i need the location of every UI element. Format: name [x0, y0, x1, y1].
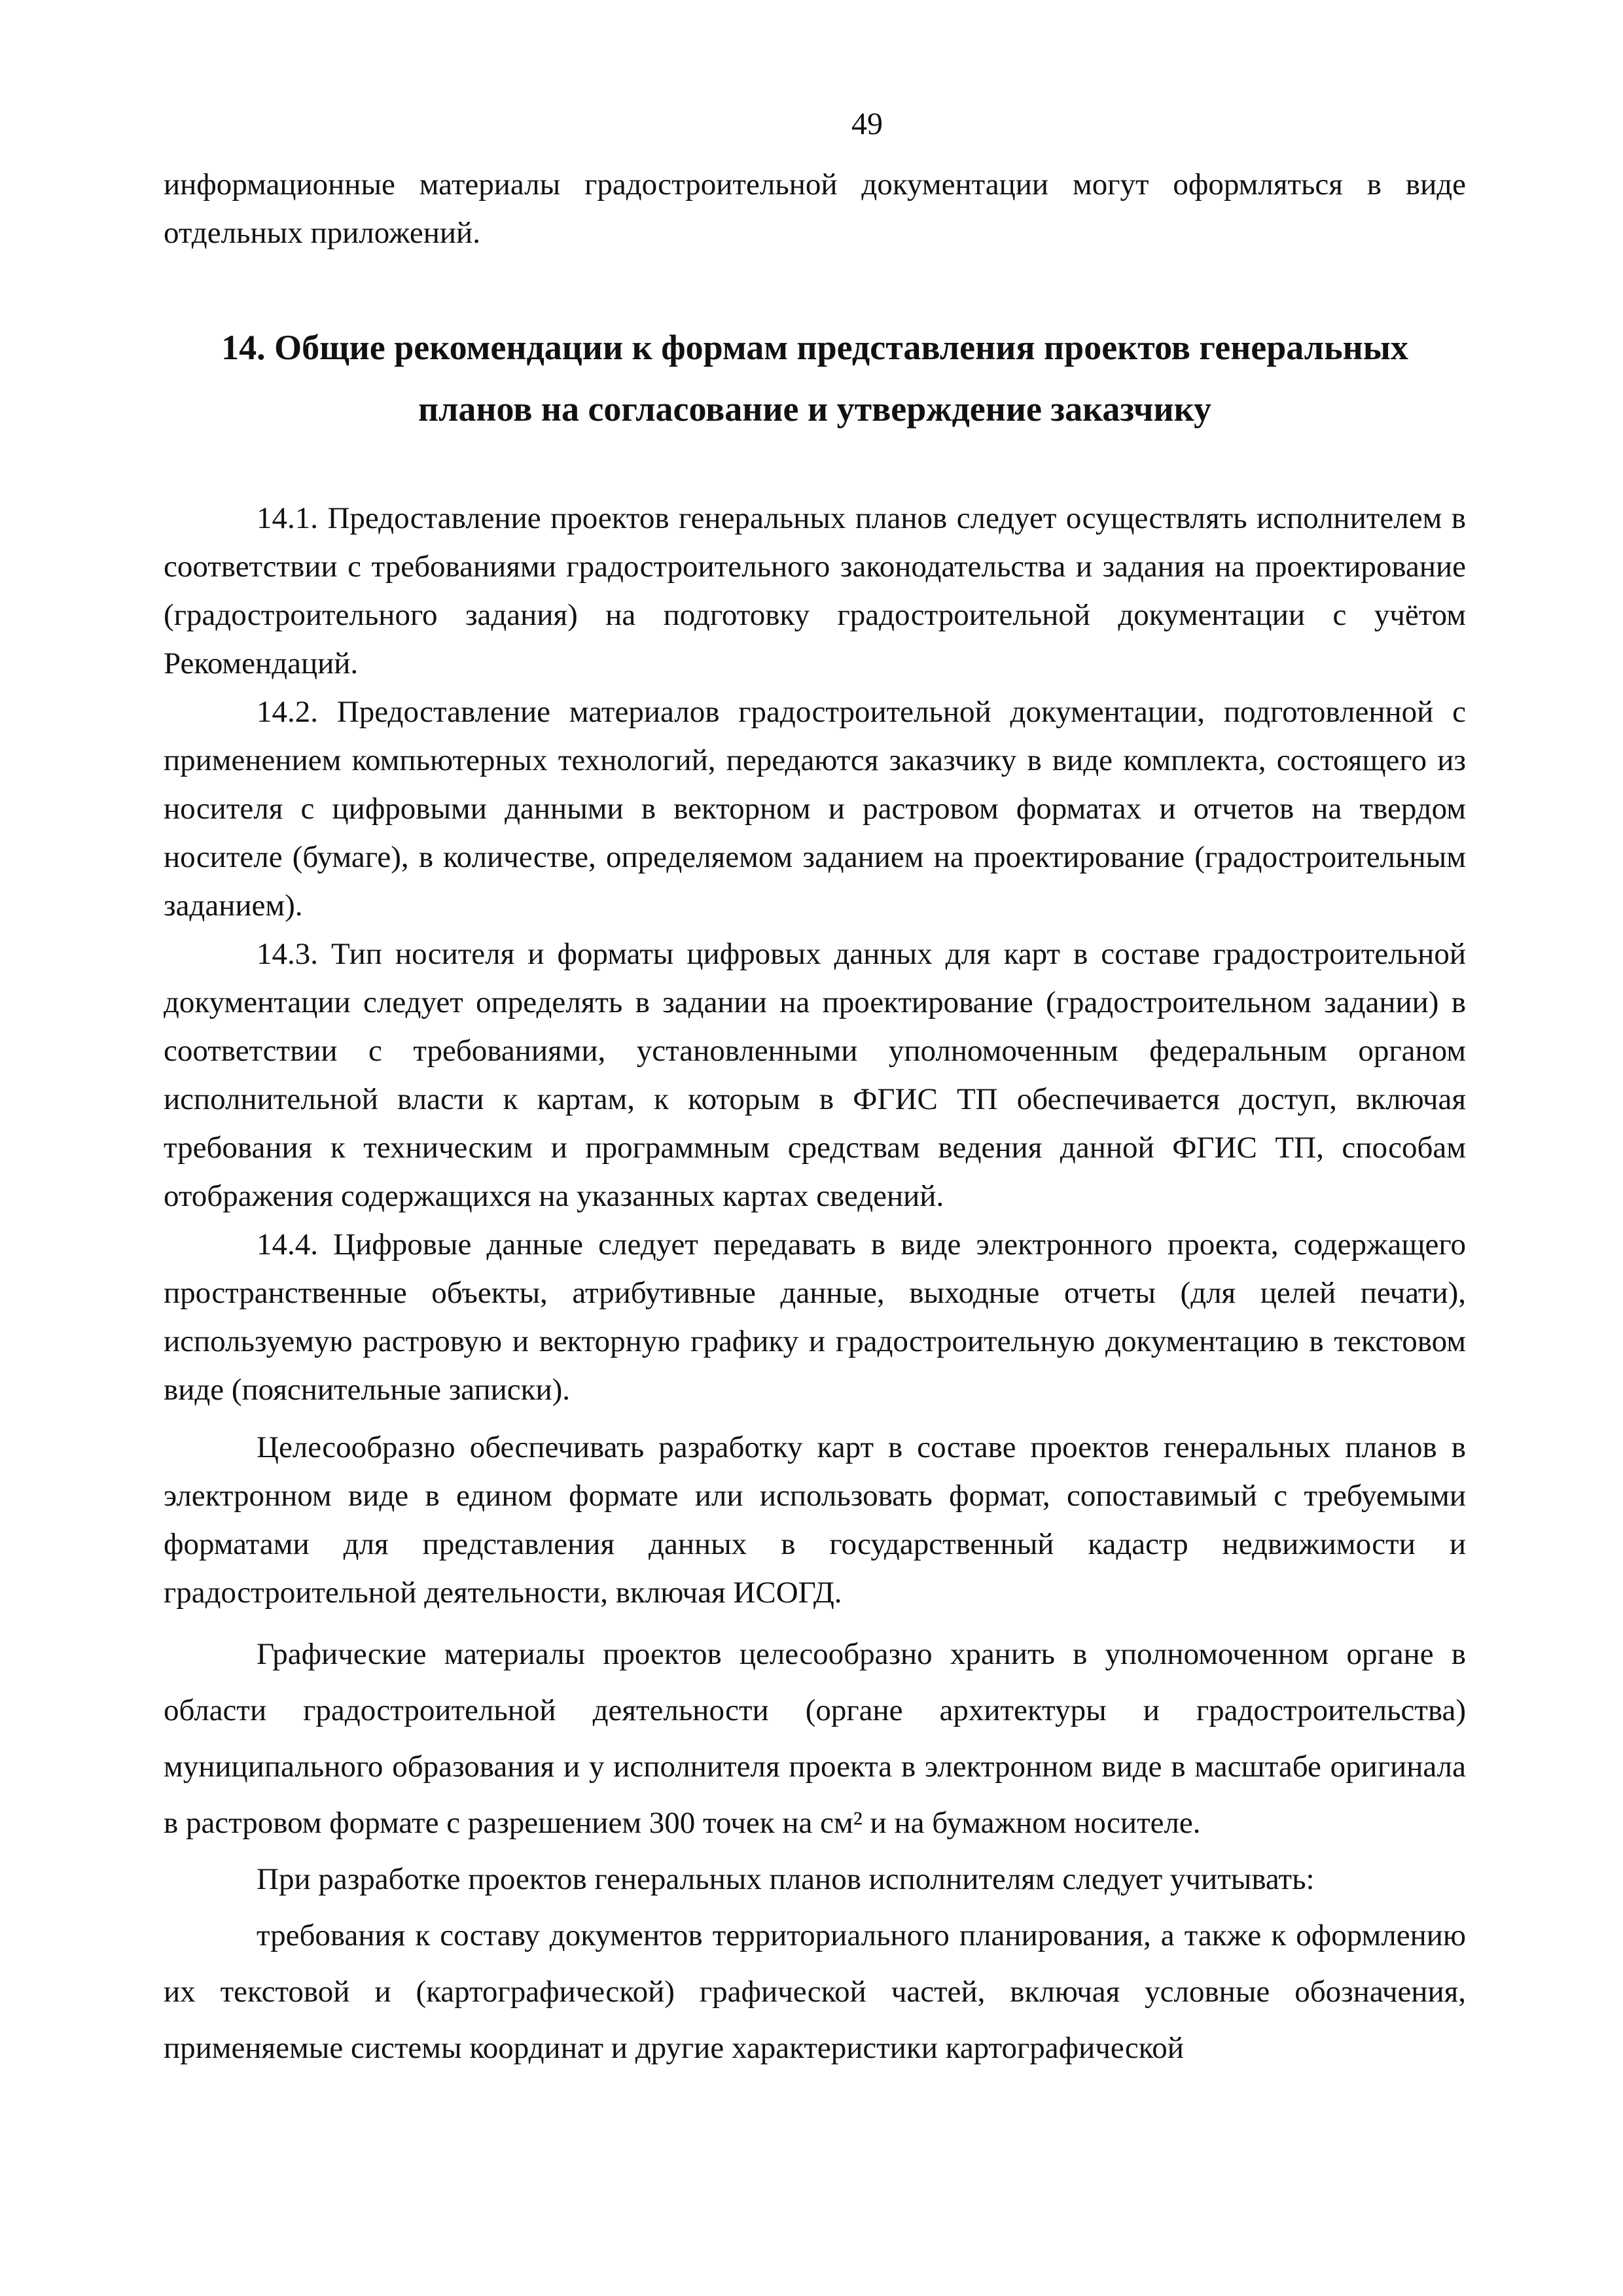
- document-body: [164, 160, 1466, 2076]
- paragraph-14-1: 14.1. Предоставление проектов генеральных планов следует осуществлять исполнителем в соответствии с требованиями градостроительного законодательства и задания на проектирование (градостроительного задания) на подготовку градостроительной документации с учётом Рекомендаций.: [164, 501, 1466, 680]
- paragraph-requirements: требования к составу документов территориального планирования, а также к оформлению их текстовой и (картографической) графической частей, включая условные обозначения, применяемые системы координат и другие характеристики картографической: [164, 1918, 1466, 2065]
- paragraph-14-2: 14.2. Предоставление материалов градостроительной документации, подготовленной с применением компьютерных технологий, передаются заказчику в виде комплекта, состоящего из носителя с цифровыми данными в векторном и растровом форматах и отчетов на твердом носителе (бумаге), в количестве, определяемом заданием на проектирование (градостроительным заданием).: [164, 695, 1466, 923]
- page-number: 49: [851, 107, 883, 141]
- paragraph-graphic-materials: Графические материалы проектов целесообразно хранить в уполномоченном органе в области градостроительной деятельности (органе архитектуры и градостроительства) муниципального образования и у исполнителя проекта в электронном виде в масштабе оригинала в растровом формате с разрешением 300 точек на см² и на бумажном носителе.: [164, 1637, 1466, 1840]
- paragraph-format: Целесообразно обеспечивать разработку карт в составе проектов генеральных планов в электронном виде в едином формате или использовать формат, сопоставимый с требуемыми форматами для представления данных в государственный кадастр недвижимости и градостроительной деятельности, включая ИСОГД.: [164, 1430, 1466, 1610]
- paragraph-consider: При разработке проектов генеральных планов исполнителям следует учитывать:: [257, 1862, 1315, 1896]
- section-heading-14: 14. Общие рекомендации к формам представления проектов генеральных планов на согласование и утверждение заказчику: [221, 328, 1408, 429]
- paragraph-14-4: 14.4. Цифровые данные следует передавать в виде электронного проекта, содержащего пространственные объекты, атрибутивные данные, выходные отчеты (для целей печати), используемую растровую и векторную графику и градостроительную документацию в текстовом виде (пояснительные записки).: [164, 1227, 1466, 1407]
- paragraph-14-3: 14.3. Тип носителя и форматы цифровых данных для карт в составе градостроительной документации следует определять в задании на проектирование (градостроительном задании) в соответствии с требованиями, установленными уполномоченным федеральным органом исполнительной власти к картам, к которым в ФГИС ТП обеспечивается доступ, включая требования к техническим и программным средствам ведения данной ФГИС ТП, способам отображения содержащихся на указанных картах сведений.: [164, 937, 1466, 1213]
- paragraph-intro: информационные материалы градостроительной документации могут оформляться в виде отдельных приложений.: [164, 168, 1466, 250]
